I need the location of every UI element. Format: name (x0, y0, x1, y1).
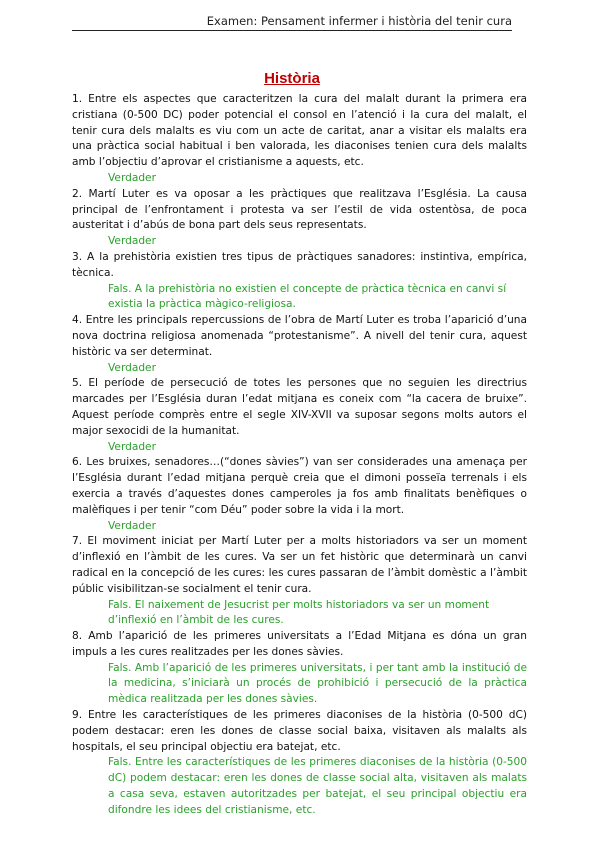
question-text: 9. Entre les característiques de les primeres diaconises de la història (0-500 dC) podem destacar: eren les dones de classe social baixa, visitaven als malalts als hospitals, el seu principal objectiu era batejat, etc. (72, 709, 527, 753)
answer-text: Verdader (108, 171, 156, 184)
question-text: 2. Martí Luter es va oposar a les pràctiques que realitzava l’Església. La causa principal de l’enfrontament i protesta va ser l’estil de vida ostentòsa, de poca austeritat i d’abús de bona part dels seus representats. (72, 187, 527, 232)
page-header: Examen: Pensament infermer i història del tenir cura (206, 14, 512, 28)
answer-text: Verdader (108, 440, 156, 453)
question-text: 1. Entre els aspectes que caracteritzen la cura del malalt durant la primera era cristiana (0-500 DC) poder potencial el consol en l’atenció i la cura del malalt, el tenir cura dels malalts es viu com un acte de caritat, anar a visitar els malalts era una pràctica social habitual i ben valorada, les diaconises tenien cura dels malalts amb l’objectiu d’aprovar el cristianisme a aquests, etc. (72, 93, 527, 169)
answer-text: Verdader (108, 519, 156, 532)
question-text: 4. Entre les principals repercussions de l’obra de Martí Luter es troba l’aparició d’una nova doctrina religiosa anomenada “protestanisme”. A nivell del tenir cura, aquest històric va ser determinat. (72, 314, 527, 358)
question-text: 5. El període de persecució de totes les persones que no seguien les directrius marcades per l’Església duran l’edat mitjana es coneix com “la cacera de bruixe”. Aquest període comprès entre el segle XIV-XVII va suposar segons molts autors el major sexocidi de la humanitat. (72, 377, 527, 437)
answer-text: Verdader (108, 235, 156, 248)
question-text: 7. El moviment iniciat per Martí Luter per a molts historiadors va ser un moment d’inflexió en l’àmbit de les cures. Va ser un fet històric que determinarà un canvi radical en la concepció de les cures: les cures passaran de l’àmbit domèstic a l’àmbit públic visibilitzan-se socialment el tenir cura. (72, 535, 527, 595)
header-divider (72, 30, 512, 31)
answer-text: Fals. A la prehistòria no existien el concepte de pràctica tècnica en canvi sí existia la pràctica màgico-religiosa. (108, 282, 507, 311)
answer-text: Fals. El naixement de Jesucrist per molts historiadors va ser un moment d’inflexió en l’àmbit de les cures. (108, 598, 490, 627)
question-list (72, 92, 527, 819)
answer-text: Fals. Entre les característiques de les primeres diaconises de la història (0-500 dC) podem destacar: eren les dones de classe social alta, visitaven als malats a casa seva, estaven autoritzades per batejat, el seu principal objectiu era difondre les idees del cristianisme, etc. (108, 756, 527, 816)
question-text: 8. Amb l’aparició de les primeres universitats a l’Edad Mitjana es dóna un gran impuls a les cures realitzades per les dones sàvies. (72, 630, 527, 658)
answer-text: Fals. Amb l’aparició de les primeres universitats, i per tant amb la institució de la medicina, s’iniciarà un procés de prohibició i persecució de la pràctica mèdica realitzada per les dones sàvies. (108, 661, 527, 706)
answer-text: Verdader (108, 361, 156, 374)
question-text: 3. A la prehistòria existien tres tipus de pràctiques sanadores: instintiva, empírica, tècnica. (72, 250, 527, 279)
section-title: Història (264, 70, 320, 87)
question-text: 6. Les bruixes, senadores…(“dones sàvies”) van ser considerades una amenaça per l’Església durant l’edad mitjana perquè creia que el dimoni posseïa terrenals i els exercia a través d’aquestes dones camperoles ja fos amb finalitats benèfiques o malèfiques i per tenir “com Déu” poder sobre la vida i la mort. (72, 456, 527, 516)
